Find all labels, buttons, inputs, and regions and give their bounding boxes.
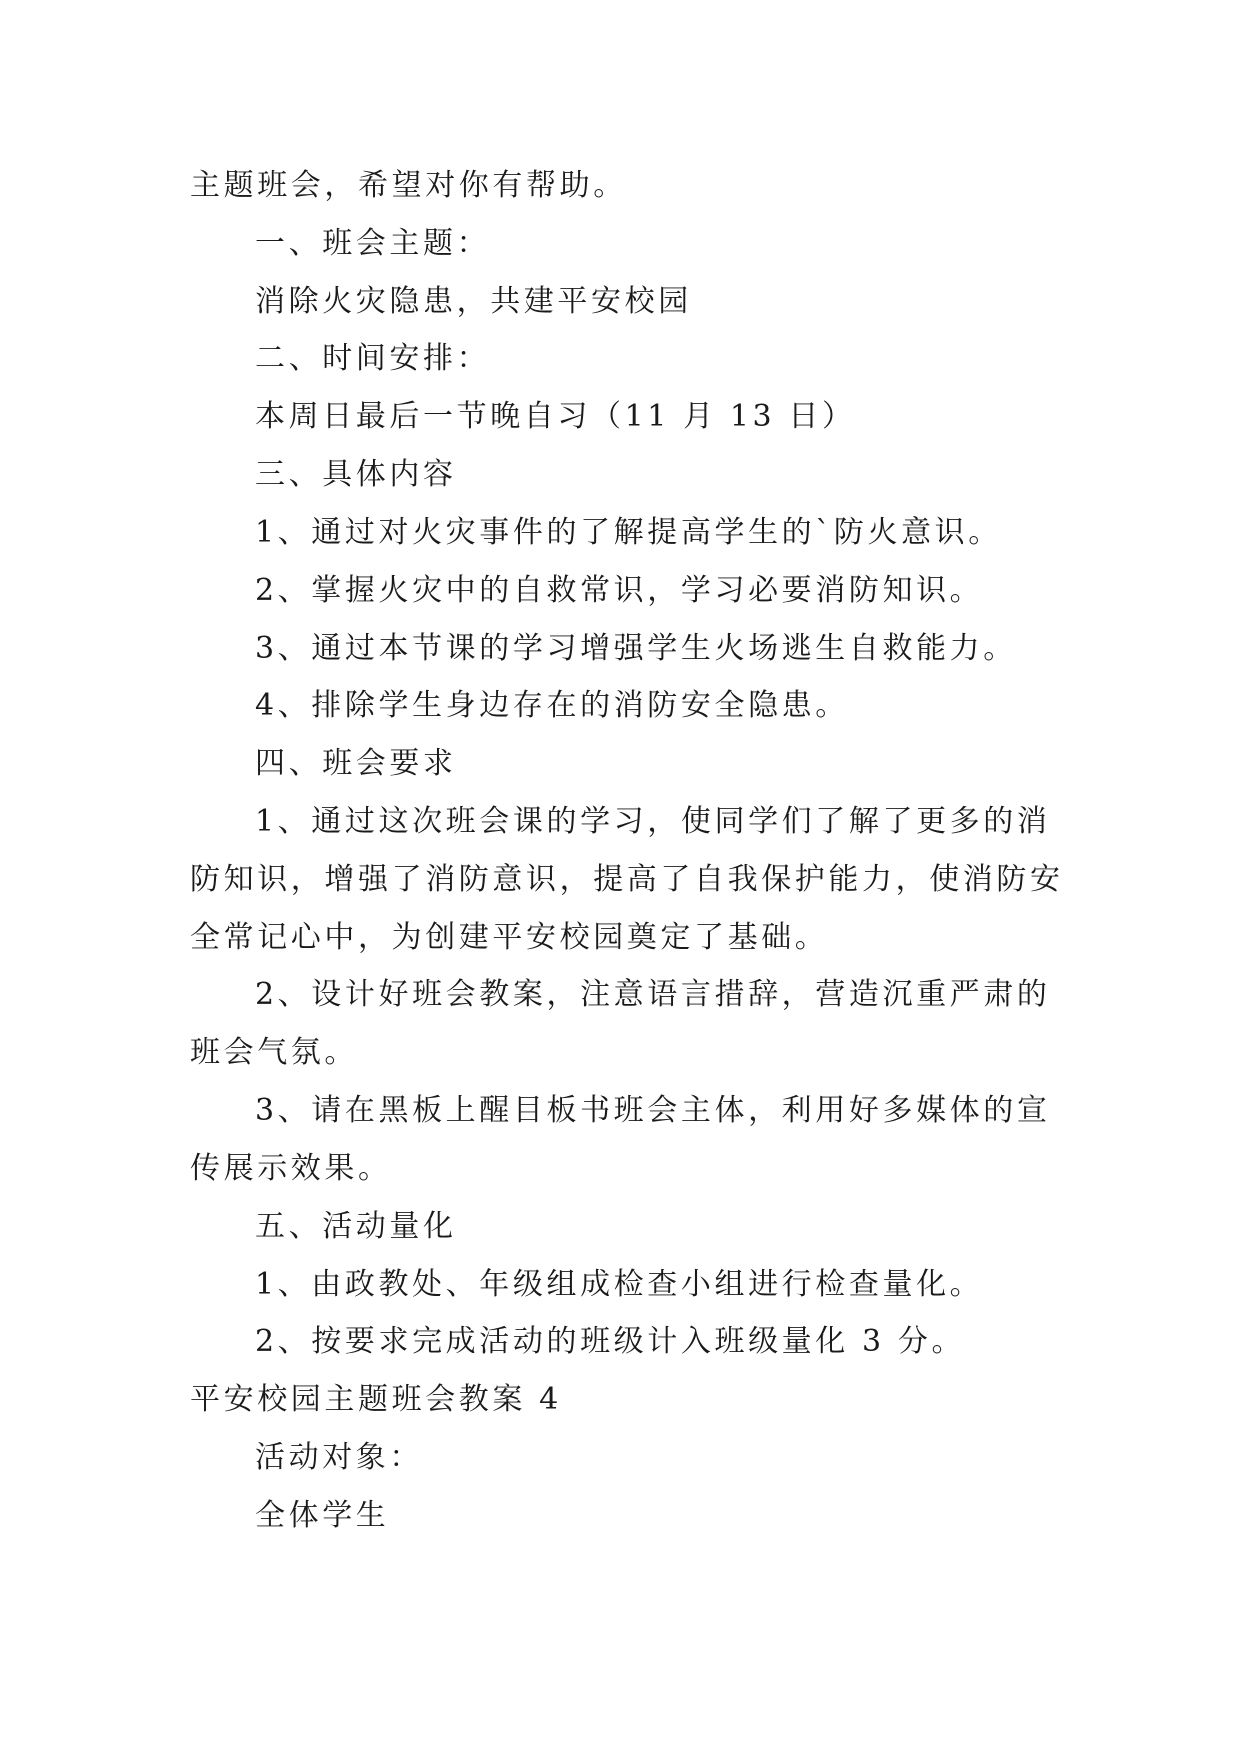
document-title: 平安校园主题班会教案 4 [190,1382,562,1417]
text-line: 班会气氛。 [190,1035,358,1070]
section-heading: 五、活动量化 [255,1209,457,1244]
section-heading: 二、时间安排： [255,341,491,376]
list-item: 3、请在黑板上醒目板书班会主体，利用好多媒体的宣 [255,1093,1051,1128]
list-item: 1、通过对火灾事件的了解提高学生的`防火意识。 [255,515,1002,550]
list-item: 1、由政教处、年级组成检查小组进行检查量化。 [255,1267,984,1302]
section-heading: 三、具体内容 [255,457,457,492]
section-heading: 一、班会主题： [255,226,491,261]
text-line: 消除火灾隐患，共建平安校园 [255,284,692,319]
text-line: 传展示效果。 [190,1151,392,1186]
list-item: 2、按要求完成活动的班级计入班级量化 3 分。 [255,1324,966,1359]
text-line: 全常记心中，为创建平安校园奠定了基础。 [190,920,829,955]
text-line: 主题班会，希望对你有帮助。 [190,168,627,203]
list-item: 4、排除学生身边存在的消防安全隐患。 [255,688,849,723]
text-line: 防知识，增强了消防意识，提高了自我保护能力，使消防安 [190,862,1064,897]
section-heading: 活动对象： [255,1440,423,1475]
text-line: 本周日最后一节晚自习（11 月 13 日） [255,399,856,434]
list-item: 2、设计好班会教案，注意语言措辞，营造沉重严肃的 [255,977,1051,1012]
section-heading: 四、班会要求 [255,746,457,781]
list-item: 1、通过这次班会课的学习，使同学们了解了更多的消 [255,804,1051,839]
list-item: 3、通过本节课的学习增强学生火场逃生自救能力。 [255,631,1017,666]
list-item: 2、掌握火灾中的自救常识，学习必要消防知识。 [255,573,984,608]
text-line: 全体学生 [255,1498,390,1533]
